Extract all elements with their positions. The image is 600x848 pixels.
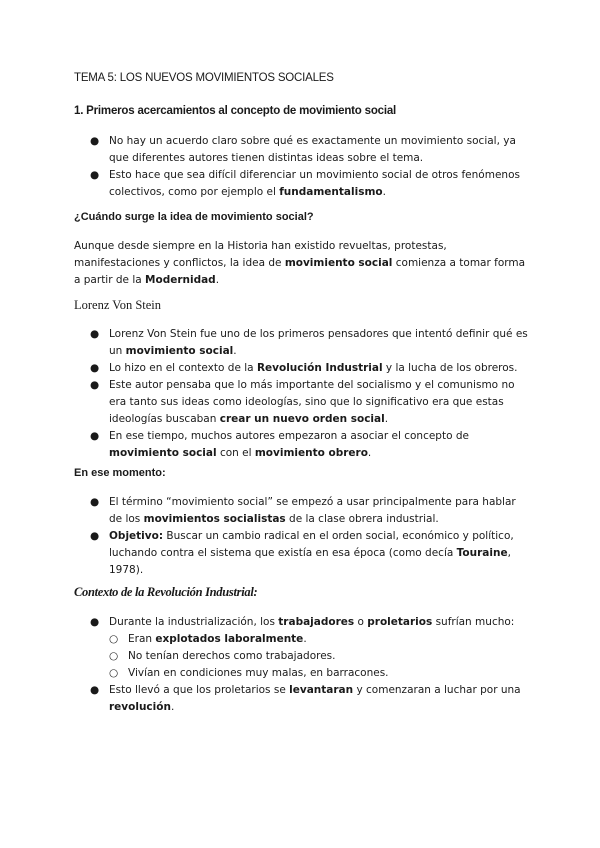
list-item-text: Durante la industrialización, los trabajadores o proletarios sufrían mucho:: [109, 616, 515, 628]
sub-list-item: [90, 648, 530, 665]
sub-list-item: [90, 631, 530, 648]
emphasis-text: Touraine: [456, 547, 508, 559]
context-bullet-list: [90, 614, 530, 716]
sub-list-item-text: Vivían en condiciones muy malas, en barracones.: [128, 667, 389, 679]
sub-list-item: [90, 665, 530, 682]
emphasis-text: crear un nuevo orden social: [219, 413, 385, 425]
emphasis-text: movimientos socialistas: [143, 513, 286, 525]
list-item-text: Objetivo: Buscar un cambio radical en el orden social, económico y político, luchando contra el sistema que existía en esa época (como decía Touraine, 1978).: [109, 530, 514, 576]
emphasis-text: movimiento social: [109, 447, 217, 459]
page-title: TEMA 5: LOS NUEVOS MOVIMIENTOS SOCIALES: [74, 72, 334, 84]
list-item-text: Esto llevó a que los proletarios se levantaran y comenzaran a luchar por una revolución.: [109, 684, 521, 713]
emphasis-text: Modernidad: [145, 274, 216, 286]
list-item: [90, 528, 530, 579]
list-item: [90, 614, 530, 682]
bullet-icon: ●: [90, 135, 100, 147]
list-item: [90, 682, 530, 716]
hollow-bullet-icon: ○: [109, 633, 119, 645]
when-paragraph: Aunque desde siempre en la Historia han existido revueltas, protestas, manifestaciones y conflictos, la idea de movimiento social comienza a tomar forma a partir de la Modernidad.: [74, 240, 526, 286]
hollow-bullet-icon: ○: [109, 667, 119, 679]
section1-bullet-list: [90, 133, 530, 201]
emphasis-text: Revolución Industrial: [256, 362, 383, 374]
list-item: [90, 428, 530, 462]
emphasis-text: Objetivo:: [109, 530, 164, 542]
emphasis-text: proletarios: [367, 616, 433, 628]
emphasis-text: fundamentalismo: [279, 186, 383, 198]
list-item: [90, 360, 530, 377]
list-item-text: Lorenz Von Stein fue uno de los primeros pensadores que intentó definir qué es un movimiento social.: [109, 328, 528, 357]
emphasis-text: trabajadores: [278, 616, 355, 628]
emphasis-text: movimiento social: [284, 257, 393, 269]
list-item: [90, 133, 530, 167]
bullet-icon: ●: [90, 362, 100, 374]
stein-heading: Lorenz Von Stein: [74, 298, 162, 312]
bullet-icon: ●: [90, 496, 100, 508]
context-heading: Contexto de la Revolución Industrial:: [74, 585, 258, 599]
list-item: [90, 167, 530, 201]
list-item: [90, 326, 530, 360]
moment-heading: En ese momento:: [74, 467, 166, 479]
list-item: [90, 377, 530, 428]
bullet-icon: ●: [90, 169, 100, 181]
moment-bullet-list: [90, 494, 530, 579]
emphasis-text: movimiento obrero: [254, 447, 368, 459]
list-item-text: Lo hizo en el contexto de la Revolución Industrial y la lucha de los obreros.: [109, 362, 518, 374]
emphasis-text: levantaran: [289, 684, 354, 696]
emphasis-text: movimiento social: [125, 345, 234, 357]
context-sub-list: [90, 631, 530, 682]
hollow-bullet-icon: ○: [109, 650, 119, 662]
when-heading: ¿Cuándo surge la idea de movimiento social?: [74, 211, 314, 223]
sub-list-item-text: No tenían derechos como trabajadores.: [128, 650, 336, 662]
bullet-icon: ●: [90, 616, 100, 628]
bullet-icon: ●: [90, 328, 100, 340]
list-item-text: En ese tiempo, muchos autores empezaron a asociar el concepto de movimiento social con el movimiento obrero.: [109, 430, 469, 459]
bullet-icon: ●: [90, 530, 100, 542]
list-item: [90, 494, 530, 528]
list-item-text: El término “movimiento social” se empezó a usar principalmente para hablar de los movimientos socialistas de la clase obrera industrial.: [109, 496, 516, 525]
section-heading-1: 1. Primeros acercamientos al concepto de movimiento social: [74, 105, 397, 117]
list-item-text: No hay un acuerdo claro sobre qué es exactamente un movimiento social, ya que diferentes autores tienen distintas ideas sobre el tema.: [109, 135, 516, 164]
stein-bullet-list: [90, 326, 530, 462]
bullet-icon: ●: [90, 684, 100, 696]
list-item-text: Esto hace que sea difícil diferenciar un movimiento social de otros fenómenos colectivos, como por ejemplo el fundamentalismo.: [109, 169, 520, 198]
bullet-icon: ●: [90, 379, 100, 391]
bullet-icon: ●: [90, 430, 100, 442]
emphasis-text: explotados laboralmente: [155, 633, 304, 645]
list-item-text: Este autor pensaba que lo más importante del socialismo y el comunismo no era tanto sus ideas como ideologías, sino que lo significativo era que estas ideologías buscaban crear un nuevo orden social.: [109, 379, 515, 425]
sub-list-item-text: Eran explotados laboralmente.: [128, 633, 307, 645]
emphasis-text: revolución: [109, 701, 171, 713]
